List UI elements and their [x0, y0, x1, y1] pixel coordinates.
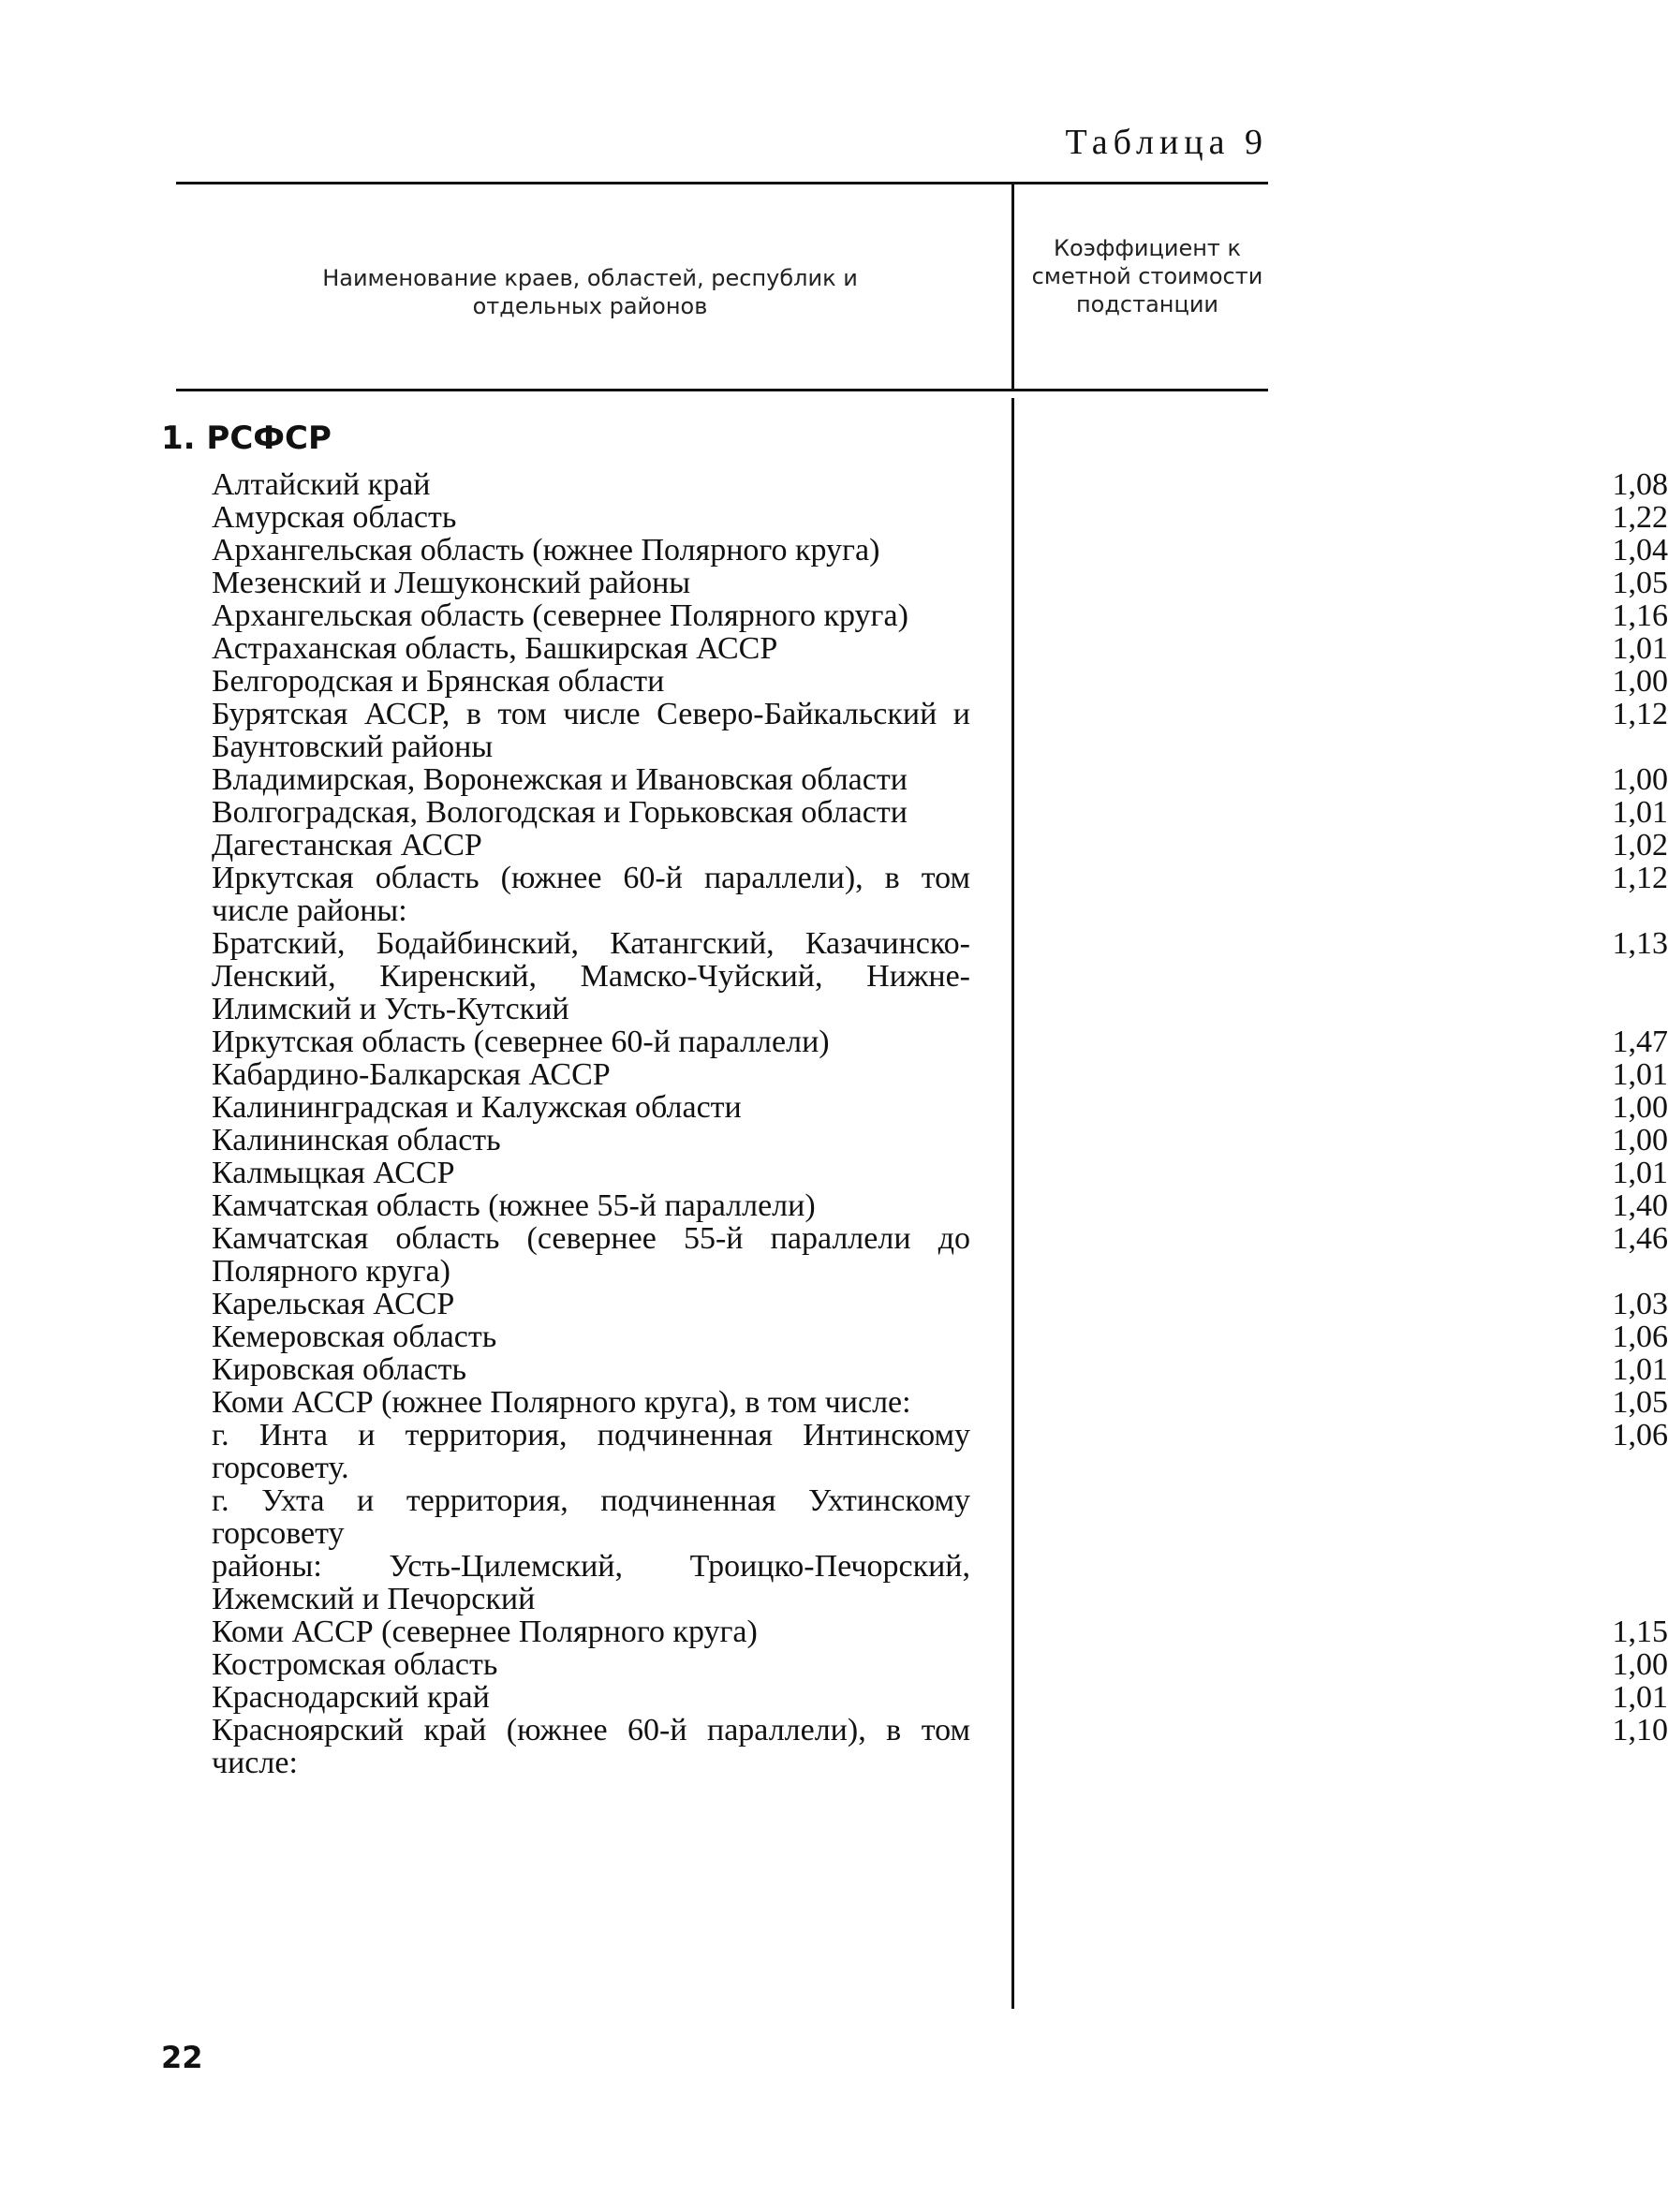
coefficient-value: 1,46 — [1612, 1221, 1668, 1256]
region-name: Волгоградская, Вологодская и Горьковская области — [212, 795, 908, 830]
coefficient-value: 1,01 — [1612, 1057, 1668, 1092]
table-row — [212, 1025, 1668, 1059]
region-name: Бурятская АССР, в том числе Северо-Байкальский и Баунтовский районы — [212, 697, 970, 764]
coefficient-value: 1,05 — [1612, 1385, 1668, 1420]
region-name: Калининская область — [212, 1123, 501, 1158]
region-name: Алтайский край — [212, 467, 431, 502]
region-name: Амурская область — [212, 500, 457, 535]
region-name: Камчатская область (севернее 55-й параллели до Полярного круга) — [212, 1221, 970, 1289]
table-row — [212, 1188, 1668, 1223]
table-row — [212, 762, 1668, 797]
table-row — [212, 1221, 1668, 1289]
coefficient-value: 1,15 — [1612, 1615, 1668, 1649]
header-column-divider — [1011, 182, 1014, 391]
table-row — [212, 664, 1668, 699]
coefficient-value: 1,00 — [1612, 1090, 1668, 1125]
table-row — [212, 1057, 1668, 1092]
table-row — [212, 467, 1668, 502]
table-row — [212, 1320, 1668, 1354]
region-name: Владимирская, Воронежская и Ивановская области — [212, 762, 908, 797]
coefficient-value: 1,08 — [1612, 467, 1668, 502]
region-name: Коми АССР (севернее Полярного круга) — [212, 1615, 758, 1649]
region-name: г. Ухта и территория, подчиненная Ухтинскому горсовету — [212, 1483, 970, 1551]
coefficient-value: 1,12 — [1612, 861, 1668, 895]
region-name: Коми АССР (южнее Полярного круга), в том числе: — [212, 1385, 911, 1420]
region-name: Кировская область — [212, 1352, 467, 1387]
coefficient-value: 1,06 — [1612, 1320, 1668, 1354]
table-row — [212, 1287, 1668, 1321]
table-row — [212, 828, 1668, 863]
region-name: Кабардино-Балкарская АССР — [212, 1057, 611, 1092]
region-name: Кемеровская область — [212, 1320, 497, 1354]
coefficient-value: 1,00 — [1612, 664, 1668, 699]
table-row — [212, 631, 1668, 666]
region-name: Мезенский и Лешуконский районы — [212, 566, 691, 600]
coefficient-value: 1,00 — [1612, 762, 1668, 797]
coefficient-value: 1,01 — [1612, 1156, 1668, 1190]
region-name: Калининградская и Калужская области — [212, 1090, 742, 1125]
table-row — [212, 795, 1668, 830]
table-row — [212, 1713, 1668, 1780]
region-name: Костромская область — [212, 1647, 498, 1682]
table-row — [212, 500, 1668, 535]
region-name: Карельская АССР — [212, 1287, 455, 1321]
coefficient-value: 1,40 — [1612, 1188, 1668, 1223]
region-name: Краснодарский край — [212, 1680, 490, 1715]
region-name: Дагестанская АССР — [212, 828, 482, 863]
table-row — [212, 1090, 1668, 1125]
coefficient-value: 1,13 — [1612, 926, 1668, 961]
region-name: Архангельская область (севернее Полярного круга) — [212, 598, 908, 633]
table-row — [212, 1156, 1668, 1190]
coefficient-value: 1,16 — [1612, 598, 1668, 633]
table-row — [212, 1484, 1261, 1550]
table-row — [212, 926, 1668, 1026]
table-row — [212, 1385, 1668, 1420]
header-bottom-rule — [176, 389, 1268, 391]
table-row — [212, 566, 1668, 600]
region-name: Иркутская область (севернее 60-й параллели) — [212, 1025, 830, 1059]
table-body — [212, 467, 1668, 1780]
coefficient-value: 1,01 — [1612, 1680, 1668, 1715]
table-row — [212, 1615, 1668, 1649]
coefficient-value: 1,22 — [1612, 500, 1668, 535]
table-row — [212, 697, 1668, 764]
region-name: г. Инта и территория, подчиненная Интинскому горсовету. — [212, 1418, 970, 1485]
coefficient-value: 1,47 — [1612, 1025, 1668, 1059]
header-coefficient-column: Коэффициент к сметной стоимости подстанции — [1031, 235, 1263, 317]
table-row — [212, 533, 1668, 568]
coefficient-value: 1,03 — [1612, 1287, 1668, 1321]
section-title: 1. РСФСР — [161, 420, 332, 457]
table-row — [212, 1352, 1668, 1387]
header-top-rule — [176, 182, 1268, 184]
coefficient-value: 1,00 — [1612, 1123, 1668, 1158]
region-name: Красноярский край (южнее 60-й параллели), в том числе: — [212, 1713, 970, 1780]
coefficient-value: 1,00 — [1612, 1647, 1668, 1682]
coefficient-value: 1,01 — [1612, 795, 1668, 830]
header-name-column: Наименование краев, областей, республик и отдельных районов — [322, 265, 858, 319]
coefficient-value: 1,01 — [1612, 631, 1668, 666]
region-name: Архангельская область (южнее Полярного круга) — [212, 533, 880, 568]
table-row — [212, 1418, 1668, 1485]
coefficient-value: 1,12 — [1612, 697, 1668, 731]
table-row — [212, 598, 1668, 633]
coefficient-value: 1,01 — [1612, 1352, 1668, 1387]
region-name: Калмыцкая АССР — [212, 1156, 455, 1190]
region-name: Братский, Бодайбинский, Катангский, Казачинско-Ленский, Киренский, Мамско-Чуйский, Нижне-Илимский и Усть-Кутский — [212, 926, 970, 1026]
coefficient-value: 1,02 — [1612, 828, 1668, 863]
region-name: Камчатская область (южнее 55-й параллели) — [212, 1188, 816, 1223]
table-row — [212, 1680, 1668, 1715]
page-number: 22 — [161, 2040, 203, 2075]
region-name: Иркутская область (южнее 60-й параллели), в том числе районы: — [212, 861, 970, 928]
table-title: Таблица 9 — [1065, 123, 1268, 162]
region-name: Астраханская область, Башкирская АССР — [212, 631, 778, 666]
table-row — [212, 1123, 1668, 1158]
coefficient-value: 1,04 — [1612, 533, 1668, 568]
table-row — [212, 1550, 1261, 1615]
coefficient-value: 1,10 — [1612, 1713, 1668, 1747]
table-row — [212, 1647, 1668, 1682]
table-row — [212, 861, 1668, 928]
region-name: районы: Усть-Цилемский, Троицко-Печорский, Ижемский и Печорский — [212, 1549, 970, 1616]
coefficient-value: 1,06 — [1612, 1418, 1668, 1453]
region-name: Белгородская и Брянская области — [212, 664, 665, 699]
coefficient-value: 1,05 — [1612, 566, 1668, 600]
